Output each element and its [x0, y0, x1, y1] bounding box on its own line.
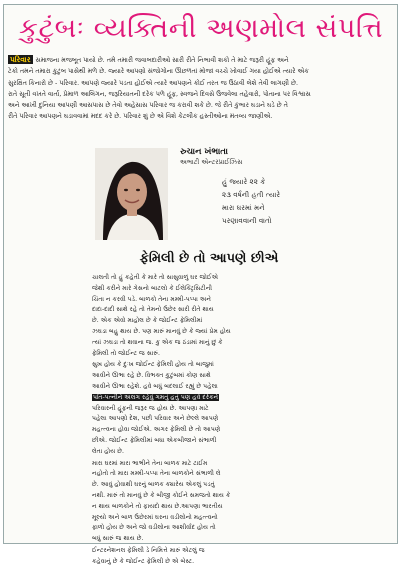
intro-line-1: [8, 55, 393, 66]
newspaper-clipping: [3, 4, 398, 565]
body-line: ત્યાં ઝઘડા તો થવાના જ. કુ એક જ ઠંડામાં માનું છું કે: [92, 338, 223, 346]
body-line: જેથી કરીને મારે ગેસનો બાટલો કે ઈલેક્ટ્રિસિટીની: [92, 284, 213, 292]
body-line: ચિંતા ન કરવી પડે. બાળકો તેના મમ્મી-પપ્પા અને: [92, 295, 212, 303]
body-line: ફાળો હોય છે અને જો વડીલોના આશીર્વાદ હોય તો: [92, 524, 216, 532]
body-line: ઈન્ટરનેશનલ ફેમિલી ડે નિમિત્તે મારું એટલું જ: [92, 546, 205, 554]
body-line: આવીને ઊભા રહે છે. વિભક્ત કુટુંબમાં કોણ સાથે: [92, 372, 211, 380]
quote-line-4: પરણાવવાની વાતો: [222, 216, 272, 225]
intro-paragraph: [8, 55, 393, 123]
quote-line-1: હું જ્યારે ૨૨ કે: [222, 177, 266, 186]
body-line: મહત્ત્વના હોવા જોઈએ. અગર ફેમિલી છે તો આપણે: [92, 426, 221, 434]
intro-line-3: સુરક્ષિત કિનારો છે - પરિવાર. આપણે જ્યારે પડતા હોઈએ ત્યારે આપણને કોઈ તરત જ ઉઠાવી લેશે તેવી લાગણી છે.: [8, 78, 298, 87]
body-line: નથી. મારું તો માનવું છે કે બીજી કોઈને સમજતો થાય કે: [92, 491, 231, 499]
intro-line-1-text: સમાજના મજબૂત પાયો છે. તમે તમારી જવાબદારીઓ સારી રીતે નિભાવી શકો તે માટે જરૂરી હૂંફ અને: [35, 56, 289, 64]
body-line: [92, 393, 306, 404]
intro-line-2: ટેકો તમને તમારા કુટુંબ પાસેથી મળે છે. જ્યારે આપણો સંજોગોના ઊછળતાં મોજાં વચ્ચે ખોવાઈ ગયા હોઈએ ત્યારે એક: [8, 67, 309, 76]
body-paragraph-3: [92, 459, 306, 545]
body-line: લેતા હોય છે.: [92, 447, 124, 455]
body-line: છે. એક એવો માહોલ છે કે જોઈન્ટ ફેમિલીમાં: [92, 317, 203, 325]
body-line: દાદા-દાદી સાથે રહે તો તેમનો ઉછેર સારી રીતે થાય: [92, 306, 214, 314]
portrait-photo: [95, 148, 168, 240]
byline: [180, 147, 340, 167]
intro-keyword: પરિવાર: [10, 55, 31, 64]
quote-line-3: મારા ઘરમાં મને: [222, 203, 265, 212]
section-subhead: ફેમિલી છે તો આપણે છીએ: [139, 251, 279, 266]
body-line: છે. આવું હોવાથી ઘરનું બાળક ક્યારેય એકલું પડતું: [92, 481, 215, 489]
body-line: બધું સારું જ થાય છે.: [92, 535, 144, 543]
body-line: પહેલા આપણો દેશ, પછી પરિવાર અને છેલ્લે આપણે: [92, 415, 219, 423]
byline-role: અભાટી એન્ટરપ્રાઈઝિસ: [180, 158, 243, 166]
body-line: કહેવાનું છે કે જોઈન્ટ ફેમિલી છે એ બેસ્ટ.: [92, 557, 195, 565]
body-line: છીએ. જોઈન્ટ ફેમિલીમાં બધા એકબીજાને સંભાળી: [92, 436, 217, 444]
body-line: ન થાય બાળકોને તો ફાયદો થાય છે.આપણા ભારતીય: [92, 502, 223, 510]
byline-name: રુચાન ખંભાતા: [180, 147, 228, 157]
body-paragraph-2: [92, 360, 306, 457]
body-line: મારા ઘરમાં મારા ભાભીને તેના બાળક માટે ટાઈમ: [92, 459, 208, 467]
intro-line-4: રાતે સૂતી વખતે વાર્તા, પ્રેમાળ આલિંગન, જરૂરિયાતની દરેક પળે હૂંફ, સ્વજને દિવસે ઉજવેલા તહેવારો, પોતાના પર વિશ્વાસ: [8, 89, 311, 98]
body-line: મૂલ્યો અને બાળ ઉછેરમાં ઘરના વડીલોનો મહત્ત્વનો: [92, 513, 218, 521]
body-line: નહોતો તો મારા મમ્મી-પપ્પા તેના બાળકોને સંભાળી લે: [92, 470, 221, 478]
quote-text: [222, 175, 332, 227]
body-paragraph-4: [92, 546, 306, 568]
body-line: ઝઘડા બહુ થાય છે. પણ મારું માનવું છે કે જ્યાં પ્રેમ હોય: [92, 327, 231, 335]
headline: કુટુંબઃ વ્યક્તિની અણમોલ સંપત્તિ: [18, 13, 384, 44]
portrait-illustration: [95, 148, 168, 240]
body-paragraph-1: [92, 273, 306, 359]
body-line: સુખ હોય કે દુઃખ જોઈન્ટ ફેમિલી હોય તો બાજુમાં: [92, 361, 214, 369]
intro-line-5: અને આખી દુનિયા આપણી આસપાસ છે તેવો અહેસાસ પરિવાર જ કરાવી શકે છે. જે રીતે કુંભાર ઘડાને ઘડે છે તે: [8, 101, 288, 110]
body-line: પરિવારની હૂંફની જરૂર જ હોય છે. આપણા માટે: [92, 404, 209, 412]
article-body: [92, 273, 306, 569]
highlighted-phrase: પતિ-પત્નીને અલગ રહેવું ગમતું હતું પણ હવે દરેકને: [93, 393, 219, 401]
body-line: ચાલતી તો હું કહેતી કે મારે તો સાસુવાળું ઘર જોઈએ: [92, 274, 219, 281]
body-line: ફેમિલી તો જોઈન્ટ જ સારું.: [92, 349, 160, 357]
intro-line-6: રીતે પરિવાર આપણને ઘડાવવામાં મદદ કરે છે. પરિવાર શું છે એ વિશે કેટલીક હસ્તીઓના મંતવ્ય જાણીએ.: [8, 112, 273, 121]
quote-line-2: ૨૩ વર્ષની હતી ત્યારે: [222, 190, 281, 199]
body-line: આવીને ઊભા રહેશે. હવે બધું બદલાઈ રહ્યું છે પહેલા: [92, 382, 218, 390]
